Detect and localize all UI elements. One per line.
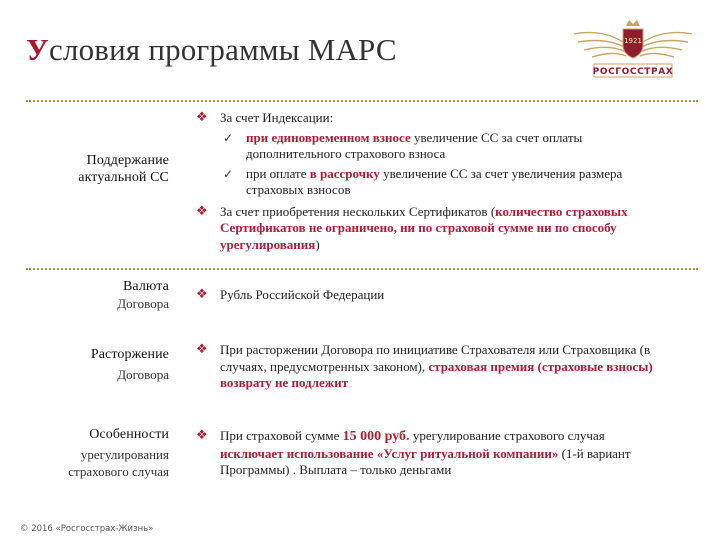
content-currency	[196, 287, 670, 304]
title-initial: У	[26, 32, 49, 67]
check-icon: ✓	[223, 130, 234, 145]
diamond-bullet-icon: ❖	[196, 342, 208, 357]
diamond-bullet-icon: ❖	[196, 110, 208, 125]
footer-copyright: © 2016 «Росгосстрах-Жизнь»	[20, 524, 154, 534]
divider-1	[26, 268, 698, 270]
bullet-termination: ❖ При расторжении Договора по инициативе Страхователя или Страховщика (в случаях, предусмотренных законом), страховая премия (страховые взносы) возврату не подлежит	[196, 342, 653, 390]
page-title	[26, 32, 397, 68]
content-features	[196, 428, 670, 479]
label-actual-ss-text: Поддержание актуальной СС	[78, 153, 169, 185]
check-icon: ✓	[223, 166, 234, 181]
divider-top	[26, 100, 698, 102]
logo-year: 1921	[624, 37, 642, 45]
check-single-payment: ✓ при единовременном взносе увеличение СС за счет оплаты дополнительного страхового взноса	[223, 129, 583, 161]
bullet-currency: ❖ Рубль Российской Федерации	[196, 287, 385, 302]
diamond-bullet-icon: ❖	[196, 428, 208, 443]
title-rest: словия программы МАРС	[48, 32, 397, 67]
check-installments: ✓ при оплате в рассрочку увеличение СС за счет увеличения размера страховых взносов	[223, 165, 623, 197]
label-currency: Валюта Договора	[117, 279, 169, 311]
diamond-bullet-icon: ❖	[196, 287, 208, 302]
content-actual-ss	[196, 110, 670, 253]
label-termination: Расторжение Договора	[90, 347, 169, 382]
bullet-indexation: ❖ За счет Индексации:	[196, 110, 334, 125]
rosgosstrakh-logo	[568, 12, 698, 84]
bullet-certificates: ❖ За счет приобретения нескольких Сертификатов (количество страховых Сертификатов не ограничено, ни по страховой сумме ни по способу урегулирования)	[196, 203, 628, 252]
bullet-features: ❖ При страховой сумме 15 000 руб. урегулирование страхового случая исключает использование «Услуг ритуальной компании» (1-й вариант Программы) . Выплата – только деньгами	[196, 428, 631, 477]
content-termination	[196, 342, 670, 392]
label-actual-ss	[39, 152, 169, 186]
label-features: Особенности урегулирования страхового случая	[68, 427, 169, 479]
eagle-emblem-icon	[568, 12, 698, 84]
diamond-bullet-icon: ❖	[196, 203, 208, 219]
logo-text: РОСГОССТРАХ	[592, 67, 674, 77]
